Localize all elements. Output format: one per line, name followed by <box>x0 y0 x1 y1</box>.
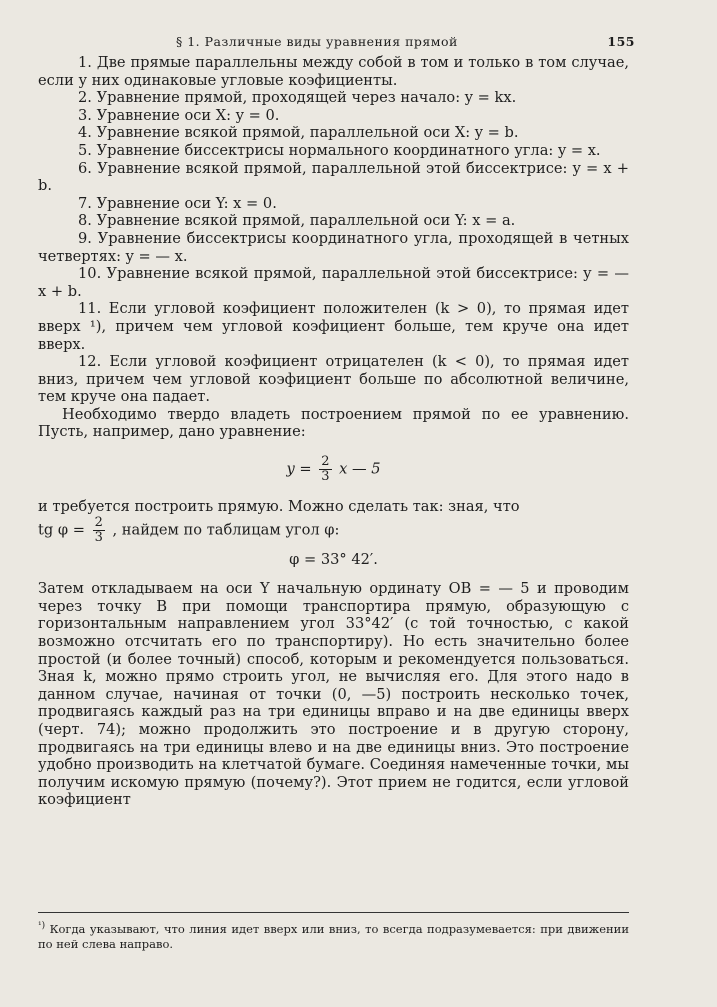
display-equation <box>38 455 629 484</box>
fraction-denominator: 3 <box>94 529 103 545</box>
list-item: 4. Уравнение всякой прямой, параллельной оси X: y = b. <box>78 124 519 142</box>
page-header <box>38 30 635 54</box>
tg-line <box>38 516 629 545</box>
list-item: 11. Если угловой коэфициент положителен (k > 0), то прямая идет вверх ¹), причем чем угловой коэфициент больше, тем круче она идет вверх. <box>38 300 629 353</box>
list-item: 8. Уравнение всякой прямой, параллельной оси Y: x = a. <box>78 212 516 230</box>
equation-rhs: x — 5 <box>339 460 381 478</box>
list-item: 3. Уравнение оси X: y = 0. <box>78 106 280 124</box>
paragraph-line: и требуется построить прямую. Можно сделать так: зная, что <box>38 498 520 516</box>
footnote-text: Когда указывают, что линия идет вверх или вниз, то всегда подразумевается: при движении по ней слева направо. <box>38 921 630 951</box>
list-item: 5. Уравнение биссектрисы нормального координатного угла: y = x. <box>78 141 601 159</box>
running-title: § 1. Различные виды уравнения прямой <box>176 34 458 49</box>
footnote-mark: ¹) <box>38 921 46 931</box>
list-item: 2. Уравнение прямой, проходящей через начало: y = kx. <box>78 89 517 107</box>
tg-fraction <box>93 516 105 545</box>
list-item: 7. Уравнение оси Y: x = 0. <box>78 194 277 212</box>
main-paragraph: Затем откладываем на оси Y начальную ординату OB = — 5 и проводим через точку B при помощи транспортира прямую, образующую с горизонтальным направлением угол 33°42′ (с той точностью, с какой возможно отсчитать его по транспортиру). Но есть значительно более простой (и более точный) способ, которым и рекомендуется пользоваться. Зная k, можно прямо строить угол, не вычисляя его. Для этого надо в данном случае, начиная от точки (0, —5) построить несколько точек, продвигаясь каждый раз на три единицы вправо и на две единицы вверх (черт. 74); можно продолжить это построение и в другую сторону, продвигаясь на три единицы влево и на две единицы вниз. Это построение удобно производить на клетчатой бумаге. Соединяя намеченные точки, мы получим искомую прямую (почему?). Этот прием не годится, если угловой коэфициент <box>38 580 629 809</box>
tg-rhs: , найдем по таблицам угол φ: <box>112 521 340 539</box>
equation-lhs: y = <box>286 460 312 478</box>
equation-fraction <box>319 455 331 484</box>
tg-lhs: tg φ = <box>38 521 85 539</box>
fraction-numerator: 2 <box>321 454 330 470</box>
list-item: 1. Две прямые параллельны между собой в том и только в том случае, если у них одинаковые угловые коэфициенты. <box>38 54 629 89</box>
angle-equation: φ = 33° 42′. <box>289 550 378 568</box>
footnote <box>38 912 629 952</box>
fraction-denominator: 3 <box>321 469 330 485</box>
list-item: 10. Уравнение всякой прямой, параллельной этой биссектрисе: y = — x + b. <box>38 265 629 300</box>
page-body <box>38 54 629 809</box>
list-item: 6. Уравнение всякой прямой, параллельной этой биссектрисе: y = x + b. <box>38 159 629 195</box>
list-item: 9. Уравнение биссектрисы координатного угла, проходящей в четных четвертях: y = — x. <box>38 229 629 265</box>
intro-paragraph: Необходимо твердо владеть построением прямой по ее уравнению. Пусть, например, дано уравнение: <box>38 405 629 441</box>
list-item: 12. Если угловой коэфициент отрицателен (k < 0), то прямая идет вниз, причем чем угловой коэфициент больше по абсолютной величине, тем круче она падает. <box>38 353 629 406</box>
fraction-numerator: 2 <box>94 514 103 530</box>
page-number: 155 <box>607 34 635 49</box>
